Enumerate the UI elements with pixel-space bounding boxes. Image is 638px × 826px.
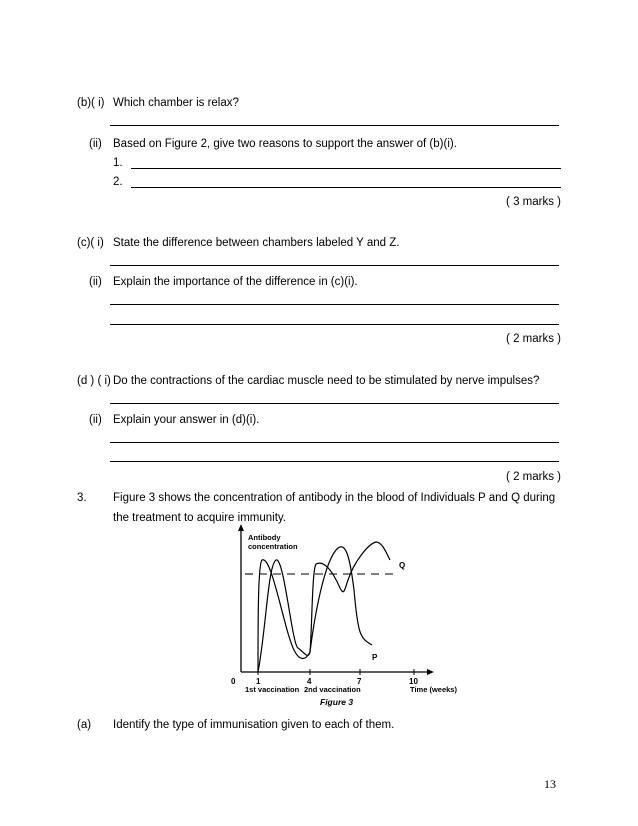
question-b-ii-label: (ii) bbox=[89, 138, 102, 150]
x-axis-label: Time (weeks) bbox=[410, 685, 457, 694]
question-c-i-text: State the difference between chambers labeled Y and Z. bbox=[113, 237, 400, 249]
question-3a-text: Identify the type of immunisation given to each of them. bbox=[113, 719, 395, 731]
marks-d: ( 2 marks ) bbox=[506, 471, 561, 483]
question-c-i-label: (c)( i) bbox=[77, 237, 104, 249]
x-annotation-1st-vaccination: 1st vaccination bbox=[245, 685, 300, 694]
y-axis-arrow-icon bbox=[238, 524, 244, 531]
marks-c: ( 2 marks ) bbox=[506, 333, 561, 345]
y-axis-label-2: concentration bbox=[248, 542, 298, 551]
answer-line[interactable] bbox=[110, 265, 559, 266]
x-tick-label-0: 0 bbox=[231, 677, 236, 686]
question-b-ii-text: Based on Figure 2, give two reasons to support the answer of (b)(i). bbox=[113, 138, 457, 150]
answer-line[interactable] bbox=[110, 324, 559, 325]
question-3-text-line1: Figure 3 shows the concentration of antibody in the blood of Individuals P and Q during bbox=[113, 492, 556, 504]
marks-b: ( 3 marks ) bbox=[506, 196, 561, 208]
answer-line[interactable] bbox=[110, 125, 559, 126]
question-d-i-label: (d ) ( i) bbox=[77, 375, 111, 387]
page-number: 13 bbox=[544, 777, 556, 791]
x-tick-label-4: 4 bbox=[307, 677, 312, 686]
series-label-p: P bbox=[372, 653, 378, 662]
question-c-ii-label: (ii) bbox=[89, 276, 102, 288]
x-axis-arrow-icon bbox=[427, 669, 434, 675]
question-b-i-label: (b)( i) bbox=[77, 97, 105, 109]
answer-line[interactable] bbox=[131, 187, 561, 188]
x-tick-label-7: 7 bbox=[357, 677, 362, 686]
answer-line[interactable] bbox=[110, 403, 559, 404]
x-tick-label-1: 1 bbox=[256, 677, 261, 686]
question-3a-label: (a) bbox=[77, 719, 92, 731]
question-d-ii-label: (ii) bbox=[89, 414, 102, 426]
question-3-text-line2: the treatment to acquire immunity. bbox=[113, 512, 286, 524]
answer-line[interactable] bbox=[110, 461, 559, 462]
answer-line[interactable] bbox=[110, 304, 559, 305]
answer-item-1: 1. bbox=[113, 157, 123, 169]
y-axis-label-1: Antibody bbox=[248, 533, 281, 542]
x-annotation-2nd-vaccination: 2nd vaccination bbox=[304, 685, 361, 694]
figure-3-graph bbox=[228, 520, 468, 710]
question-d-ii-text: Explain your answer in (d)(i). bbox=[113, 414, 260, 426]
question-d-i-text: Do the contractions of the cardiac muscle need to be stimulated by nerve impulses? bbox=[113, 375, 540, 387]
answer-item-2: 2. bbox=[113, 176, 123, 188]
series-label-q: Q bbox=[399, 561, 406, 570]
question-b-i-text: Which chamber is relax? bbox=[113, 97, 239, 109]
question-3-number: 3. bbox=[77, 492, 87, 504]
answer-line[interactable] bbox=[110, 442, 559, 443]
figure-caption: Figure 3 bbox=[320, 697, 354, 707]
x-tick-label-10: 10 bbox=[409, 677, 418, 686]
answer-line[interactable] bbox=[131, 168, 561, 169]
question-c-ii-text: Explain the importance of the difference in (c)(i). bbox=[113, 276, 358, 288]
